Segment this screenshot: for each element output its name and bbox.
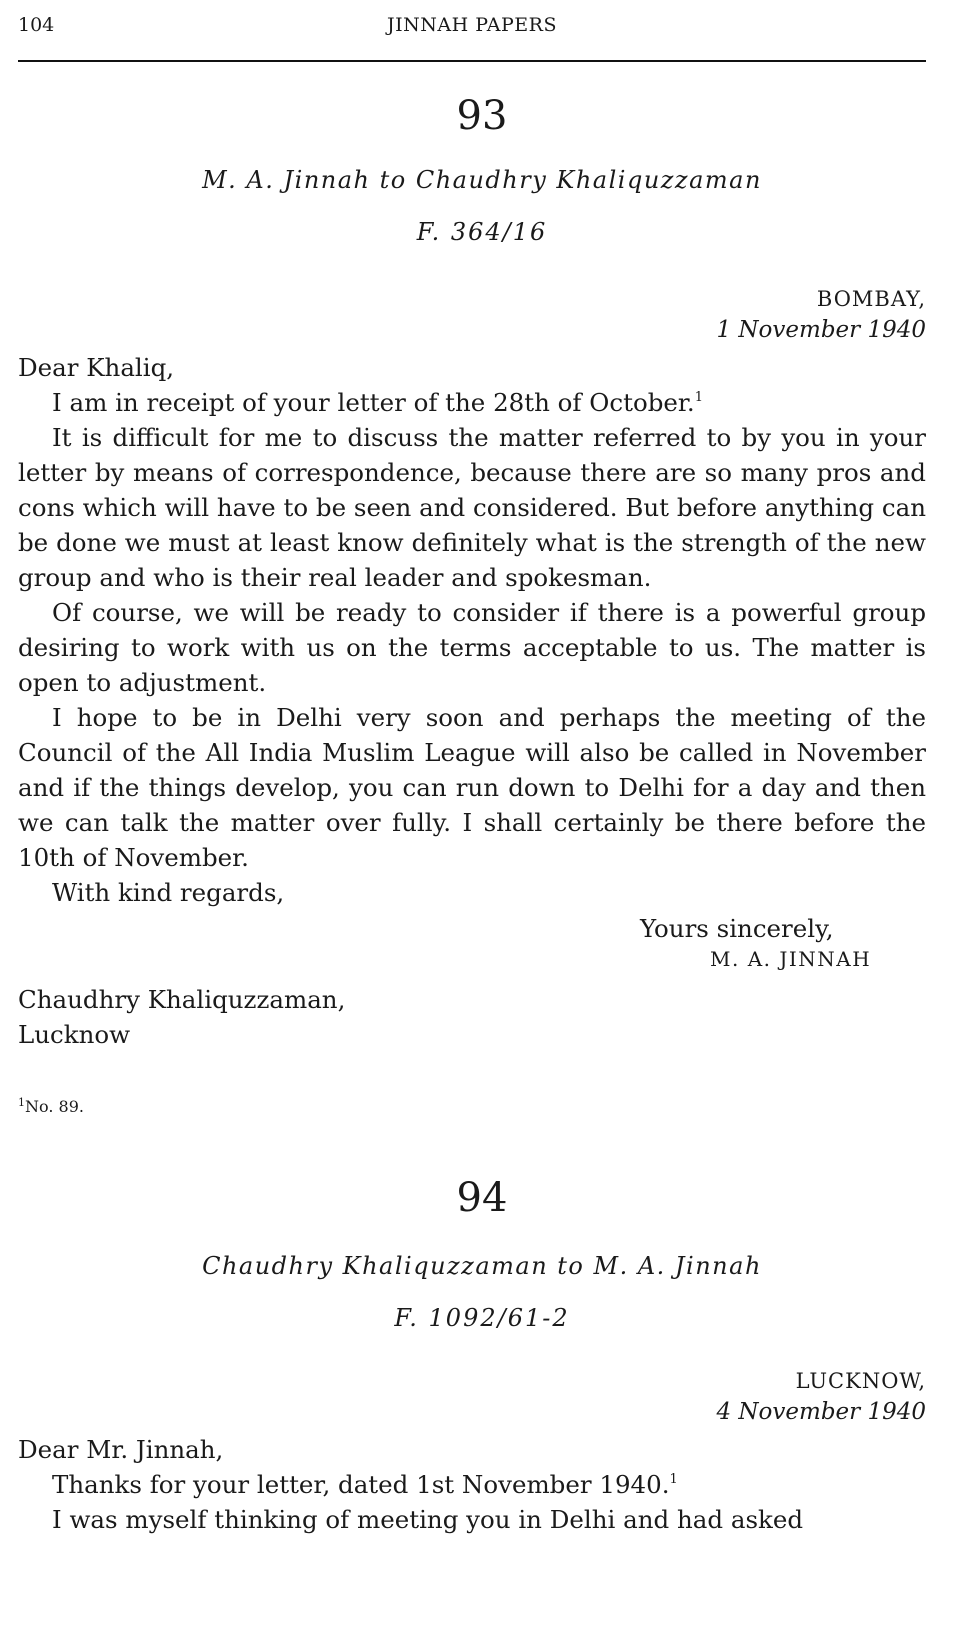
signature: M. A. JINNAH xyxy=(710,947,872,971)
page-number: 104 xyxy=(18,14,55,36)
footnote xyxy=(18,1096,926,1118)
file-reference: F. 364/16 xyxy=(416,218,548,246)
footnote-marker: 1 xyxy=(669,1472,678,1487)
addressee-name: Chaudhry Khaliquzzaman, xyxy=(18,985,346,1014)
paragraph: I am in receipt of your letter of the 28th of October.$^1$ xyxy=(52,388,703,417)
paragraph: I was myself thinking of meeting you in Delhi and had asked xyxy=(52,1505,804,1534)
letter-place: LUCKNOW, xyxy=(795,1369,926,1393)
book-title: JINNAH PAPERS xyxy=(387,14,557,36)
paragraph: Of course, we will be ready to consider if there is a powerful group desiring to work with us on the terms acceptable to us. The matter is open to adjustment. xyxy=(18,598,926,697)
salutation: Dear Khaliq, xyxy=(18,353,175,382)
header-rule xyxy=(18,60,926,62)
letter-body xyxy=(18,1467,926,1537)
document-number: 93 xyxy=(456,93,508,139)
paragraph: It is difficult for me to discuss the matter referred to by you in your letter by means of correspondence, because there are so many pros and cons which will have to be seen and considered. But before anything can be done we must at least know definitely what is the strength of the new group and who is their real leader and spokesman. xyxy=(18,423,926,592)
footnote-number: 1 xyxy=(18,1096,25,1109)
footnote-marker: 1 xyxy=(694,390,703,405)
letter-body xyxy=(18,385,926,875)
salutation: Dear Mr. Jinnah, xyxy=(18,1435,224,1464)
document-94 xyxy=(18,1174,926,1537)
document-heading: M. A. Jinnah to Chaudhry Khaliquzzaman xyxy=(202,166,762,194)
closing: With kind regards, xyxy=(52,878,285,907)
document-93 xyxy=(18,92,926,1052)
running-header xyxy=(18,10,926,46)
letter-date: 1 November 1940 xyxy=(716,317,926,343)
document-heading: Chaudhry Khaliquzzaman to M. A. Jinnah xyxy=(202,1252,762,1280)
addressee-place: Lucknow xyxy=(18,1020,131,1049)
footnote-text: No. 89. xyxy=(25,1097,84,1116)
document-number: 94 xyxy=(456,1175,508,1221)
sign-off: Yours sincerely, xyxy=(640,914,834,943)
paragraph: Thanks for your letter, dated 1st November 1940.$^1$ xyxy=(52,1470,678,1499)
letter-place: BOMBAY, xyxy=(816,287,926,311)
letter-date: 4 November 1940 xyxy=(716,1399,926,1425)
paragraph: I hope to be in Delhi very soon and perhaps the meeting of the Council of the All India Muslim League will also be called in November and if the things develop, you can run down to Delhi for a day and then we can talk the matter over fully. I shall certainly be there before the 10th of November. xyxy=(18,703,926,872)
file-reference: F. 1092/61-2 xyxy=(394,1304,570,1332)
